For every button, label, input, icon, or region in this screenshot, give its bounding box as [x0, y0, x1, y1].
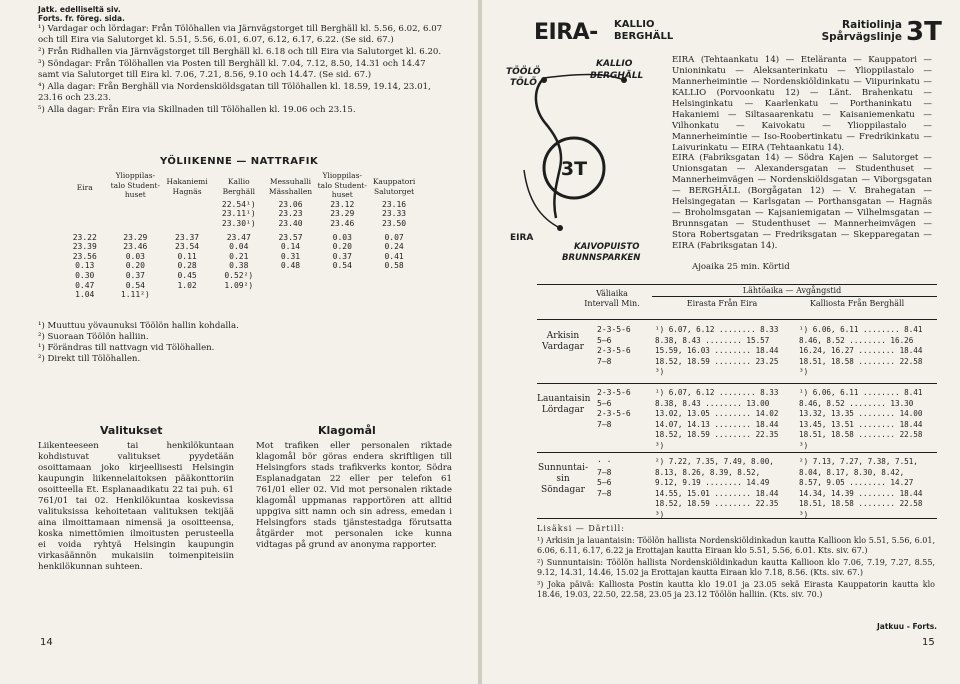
travel-time: Ajoaika 25 min. Körtid [692, 262, 790, 272]
footnote: ⁴) Alla dagar: Från Berghäll via Nordenskiöldsgatan till Tölöhallen kl. 18.59, 19.14, 23.01, 23.16 och 23.23. [38, 82, 431, 103]
departure-line: ³) [655, 509, 665, 519]
table-cell: 0.20 [125, 261, 145, 271]
map-label-kaivopuisto: KAIVOPUISTO [574, 242, 640, 252]
departures-kallio [799, 325, 939, 378]
table-row [60, 290, 420, 300]
line-number: 3T [906, 17, 942, 47]
table-cell: 1.04 [75, 290, 95, 300]
table-cell: 0.58 [384, 261, 404, 271]
table-cell: 23.40 [278, 218, 303, 228]
interval-value: 2-3-5-6 [597, 409, 631, 418]
complaints-text-sv: Mot trafiken eller personalen riktade klagomål bör göras endera skriftligen till Helsingfors stads trafikverks kontor, Södra Esplanadgatan 22 eller per telefon 61 761/01 eller 02. Vid mot personalen riktade klagomål uppmanas rapportören att alltid uppgiva sitt namn och sin adress, emedan i Helsingfors stads tjänstestadga förutsatta åtgärder mot personalen icke kunna vidtagas på grund av anonyma rapporter. [256, 441, 452, 550]
table-cell: 0.03 [125, 251, 145, 261]
table-cell: 23.46 [123, 242, 148, 252]
departure-line: ¹) 6.07, 6.12 ........ 8.33 [655, 388, 779, 397]
table-cell [368, 281, 420, 291]
departures-eira [655, 325, 795, 378]
continuation-note: Jatk. edelliseltä siv. Forts. fr. föreg. sida. [38, 5, 125, 23]
extra-note: ¹) Arkisin ja lauantaisin: Töölön hallista Nordenskiöldinkadun kautta Kallioon klo 5.51, 5.56, 6.01, 6.06, 6.11, 6.17, 6.22 ja Erottajan kautta Eiraan klo 5.51, 5.56, 6.01. Kts. siv. 67.) [537, 536, 935, 555]
table-cell: 23.57 [278, 232, 303, 242]
map-label-eira: EIRA [510, 233, 534, 243]
departure-line: ²) 7.22, 7.35, 7.49, 8.00, [655, 457, 774, 466]
departure-line: 18.51, 18.58 ........ 22.58 [799, 499, 923, 508]
table-cell: 0.41 [384, 251, 404, 261]
table-cell: 23.06 [278, 199, 303, 209]
schedule-divider [537, 383, 937, 384]
interval-value: 2-3-5-6 [597, 325, 631, 334]
extra-note: ³) Joka päivä: Kalliosta Postin kautta klo 19.01 ja 23.05 sekä Eirasta Kauppatorin kautta klo 18.46, 19.03, 22.50, 22.58, 23.05 ja 23.12 Töölön halliin. (Kts. siv. 70.) [537, 580, 935, 599]
schedule-bottom-rule [537, 518, 937, 519]
table-row [60, 229, 420, 243]
departure-line: 18.51, 18.58 ........ 22.58 [799, 430, 923, 439]
departures-eira [655, 457, 795, 520]
night-timetable [60, 171, 420, 300]
schedule-divider [537, 452, 937, 453]
table-cell: 23.37 [175, 232, 200, 242]
route-badge-number: 3T [560, 158, 588, 180]
departure-line: 18.51, 18.58 ........ 22.58 [799, 356, 923, 366]
table-cell: 23.30¹) [221, 218, 256, 228]
departure-line: 8.46, 8.52 ........ 13.30 [799, 398, 914, 408]
schedule-day: Sunnuntai- sin Söndagar [537, 463, 589, 495]
table-row [60, 219, 420, 229]
table-cell: 23.29 [330, 209, 355, 219]
table-cell: 1.02 [177, 280, 197, 290]
map-label-tolo: TÖLÖ [510, 78, 537, 88]
departure-line: ²) 7.13, 7.27, 7.38, 7.51, [799, 457, 918, 466]
footnote: ³) Söndagar: Från Tölöhallen via Posten till Berghäll kl. 7.04, 7.12, 8.50, 14.31 och 14.47 samt via Salutorget till Eira kl. 7.06, 7.21, 8.56, 9.10 och 14.47. (Se sid. 67.) [38, 59, 426, 80]
table-cell [109, 209, 161, 219]
table-cell [161, 219, 213, 229]
table-cell [161, 200, 213, 210]
left-page [0, 0, 478, 684]
table-cell: 23.23 [278, 209, 303, 219]
complaints-title-sv: Klagomål [318, 424, 376, 437]
departure-line: ³) [799, 509, 809, 519]
table-cell [265, 271, 317, 281]
departure-line: 8.04, 8.17, 8.30, 8.42, [799, 467, 905, 477]
departure-line: 8.38, 8.43 ........ 13.00 [655, 398, 770, 408]
table-row [60, 252, 420, 262]
table-cell [60, 209, 109, 219]
table-cell: 0.14 [280, 242, 301, 252]
interval-value: 7—8 [597, 467, 612, 477]
interval-value: 7—8 [597, 419, 612, 429]
table-row [60, 261, 420, 271]
departures-eira [655, 388, 795, 451]
table-cell [316, 281, 368, 291]
departure-line: 18.52, 18.59 ........ 22.35 [655, 499, 779, 508]
table-cell [316, 271, 368, 281]
table-cell: 23.46 [330, 218, 355, 228]
schedule-intervals [597, 457, 653, 499]
route-description-fi: EIRA (Tehtaankatu 14) — Eteläranta — Kauppatori — Unioninkatu — Aleksanterinkatu — Ylioppilastalo — Mannerheimintie — Nordenskiöldinkatu — Viipurinkatu — KALLIO (Porvoonkatu 12) — Länt. Brahenkatu — Helsinginkatu — Kaarlenkatu — Porthaninkatu — Hakaniemi — Siltasaarenkatu — Kaisaniemenkatu — Vilhonkatu — Kaivokatu — Ylioppilastalo — Mannerheimintie — Iso-Roobertinkatu — Fredrikinkatu — Laivurinkatu — EIRA (Tehtaankatu 14). [672, 55, 932, 153]
table-cell [368, 271, 420, 281]
stop-marker [557, 225, 563, 231]
table-cell: 0.24 [384, 242, 404, 252]
departure-line: ¹) 6.06, 6.11 ........ 8.41 [799, 388, 923, 397]
col-header: Ylioppilas- talo Student- huset [110, 171, 161, 200]
departures-kallio [799, 388, 939, 451]
footnote: ²) Från Ridhallen via Järnvägstorget till Berghäll kl. 6.18 och till Eira via Salutorget kl. 6.20. [38, 47, 442, 57]
departure-line: ¹) 6.06, 6.11 ........ 8.41 [799, 325, 923, 334]
table-cell: 23.50 [382, 218, 407, 228]
interval-value: · · [597, 457, 612, 466]
table-cell: 0.28 [177, 261, 197, 271]
schedule-intervals [597, 388, 653, 430]
interval-value: 7—8 [597, 488, 612, 498]
schedule-top-rule [537, 284, 937, 285]
table-row [60, 242, 420, 252]
table-cell [109, 219, 161, 229]
col-header: Eira [76, 183, 93, 192]
right-page [482, 0, 960, 684]
departure-line: 8.46, 8.52 ........ 16.26 [799, 335, 914, 345]
table-row [60, 200, 420, 210]
departure-line: ¹) 6.07, 6.12 ........ 8.33 [655, 325, 779, 334]
continuation-next: Jatkuu - Forts. [877, 622, 938, 631]
interval-value: 5—6 [597, 398, 612, 408]
departure-line: 13.45, 13.51 ........ 18.44 [799, 419, 923, 429]
extra-notes [537, 536, 935, 600]
map-label-berghall: BERGHÄLL [590, 71, 644, 81]
footnote: ¹) Muuttuu yövaunuksi Töölön hallin kohdalla. [38, 321, 239, 331]
schedule-day: Lauantaisin Lördagar [537, 394, 591, 415]
table-cell: 23.16 [382, 199, 407, 209]
table-cell [265, 281, 317, 291]
col-header: Kauppatori Salutorget [372, 177, 416, 196]
departure-line: 18.52, 18.59 ........ 22.35 [655, 430, 779, 439]
table-cell [316, 290, 368, 300]
interval-header: Väliaika Intervall Min. [584, 289, 640, 308]
departure-header-rule [652, 296, 937, 297]
table-cell: 23.22 [72, 232, 97, 242]
table-cell: 23.33 [382, 209, 407, 219]
route-description-sv: EIRA (Fabriksgatan 14) — Södra Kajen — Salutorget — Unionsgatan — Alexandersgatan — Studenthuset — Mannerheimvägen — Nordenskiöldsgatan — Viborgsgatan — BERGHÄLL (Borgågatan 12) — V. Brahegatan — Helsingegatan — Karlsgatan — Porthansgatan — Hagnäs — Broholmsgatan — Kajsaniemigatan — Vilhelmsgatan — Brunnsgatan — Studenthuset — Mannerheimvägen — Stora Robertsgatan — Fredriksgatan — Skepparegatan — EIRA (Fabriksgatan 14). [672, 153, 932, 251]
departure-line: ³) [655, 367, 665, 376]
table-cell: 0.38 [229, 261, 249, 271]
night-traffic-title: YÖLIIKENNE — NATTRAFIK [160, 156, 319, 167]
footnote: ¹) Vardagar och lördagar: Från Tölöhallen via Järnvägstorget till Berghäll kl. 5.56, 6.02, 6.07 och till Eira via Salutorget kl. 5.51, 5.56, 6.01, 6.07, 6.12, 6.17, 6.22. (Se sid. 67.) [38, 24, 443, 45]
table-cell: 0.54 [125, 280, 145, 290]
route-name-eira: EIRA- [534, 20, 598, 45]
table-cell: 0.21 [229, 251, 249, 261]
table-cell [109, 200, 161, 210]
footnotes-top [38, 24, 448, 117]
departure-line: 9.12, 9.19 ........ 14.49 [655, 478, 770, 487]
table-cell: 0.07 [384, 232, 404, 242]
complaints-title-fi: Valitukset [100, 424, 163, 437]
line-type-label: Raitiolinja Spårvägslinje [821, 19, 902, 43]
departure-line: 16.24, 16.27 ........ 18.44 [799, 346, 923, 355]
col-header: Kallio Berghäll [222, 177, 255, 196]
from-eira-header: Eirasta Från Eira [686, 299, 758, 308]
complaints-text-fi: Liikenteeseen tai henkilökuntaan kohdistuvat valitukset pyydetään osoittamaan joko kirjeellisesti Helsingin kaupungin liikennelaitoksen pääkonttoriin osoitteella Et. Esplanaadikatu 22 tai puh. 61 761/01 tai 02. Henkilökuntaa koskevissa valituksissa kehoitetaan valituksen tekijää aina ilmoittamaan nimensä ja osoitteensa, koska nimettömien ilmoitusten perusteella ei voida ryhtyä Helsingin kaupungin virkasäännön mukaisiin toimenpiteisiin henkilökunnan suhteen. [38, 441, 234, 572]
table-cell: 0.54 [332, 261, 352, 271]
departure-line: 13.02, 13.05 ........ 14.02 [655, 409, 779, 418]
footnote: ⁵) Alla dagar: Från Eira via Skillnaden till Tölöhallen kl. 19.06 och 23.15. [38, 105, 356, 115]
footnote: ²) Suoraan Töölön halliin. [38, 332, 149, 342]
table-cell [60, 219, 109, 229]
departures-kallio [799, 457, 939, 520]
departure-line: 14.34, 14.39 ........ 18.44 [799, 488, 923, 498]
schedule-day: Arkisin Vardagar [542, 331, 584, 352]
page-number: 15 [922, 637, 935, 648]
route-line [536, 78, 561, 218]
table-cell: 0.04 [229, 242, 249, 252]
departure-line: 8.57, 9.05 ........ 14.27 [799, 478, 914, 487]
route-map [504, 50, 664, 280]
extra-note: ²) Sunnuntaisin: Töölön hallista Nordenskiöldinkadun kautta Kallioon klo 7.06, 7.19, 7.27, 8.55, 9.12, 14.31, 14.46, 15.02 ja Erottajan kautta Eiraan klo 7.18, 8.56. (Kts. siv. 67.) [537, 558, 935, 577]
table-cell: 23.39 [72, 242, 97, 252]
departure-line: ³) [655, 440, 665, 450]
interval-value: 2-3-5-6 [597, 388, 631, 397]
interval-value: 5—6 [597, 478, 612, 487]
departure-line: 13.32, 13.35 ........ 14.00 [799, 409, 923, 418]
departure-line: 8.13, 8.26, 8.39, 8.52, [655, 467, 761, 477]
table-cell: 0.47 [75, 280, 95, 290]
footnote: ²) Direkt till Tölöhallen. [38, 354, 141, 364]
footnote: ¹) Förändras till nattvagn vid Tölöhallen. [38, 343, 215, 353]
table-cell [213, 290, 265, 300]
table-cell [60, 200, 109, 210]
map-label-kallio: KALLIO [596, 59, 633, 69]
table-cell [265, 290, 317, 300]
table-cell: 23.56 [72, 251, 97, 261]
departure-line: 8.38, 8.43 ........ 15.57 [655, 335, 770, 345]
table-cell: 0.30 [75, 270, 95, 280]
departure-line: ³) [799, 367, 809, 376]
page-number: 14 [40, 637, 53, 648]
table-row [60, 209, 420, 219]
map-label-brunnsparken: BRUNNSPARKEN [562, 253, 641, 263]
extra-title: Lisäksi — Därtill: [537, 524, 625, 533]
table-cell: 23.29 [123, 232, 148, 242]
departure-line: 14.07, 14.13 ........ 18.44 [655, 419, 779, 429]
col-header: Hakaniemi Hagnäs [166, 177, 208, 196]
stop-marker [541, 77, 547, 83]
table-cell: 22.54¹) [221, 199, 256, 209]
interval-value: 2-3-5-6 [597, 346, 631, 355]
table-cell: 23.54 [175, 242, 200, 252]
interval-value: 5—6 [597, 335, 612, 345]
table-cell: 0.31 [280, 251, 301, 261]
from-kallio-header: Kalliosta Från Berghäll [809, 299, 905, 308]
departure-line: 18.52, 18.59 ........ 23.25 [655, 356, 779, 366]
departure-line: 14.55, 15.01 ........ 18.44 [655, 488, 779, 498]
table-row [60, 281, 420, 291]
schedule-header-rule [537, 319, 937, 320]
table-cell: 0.48 [280, 261, 301, 271]
table-cell: 0.13 [75, 261, 95, 271]
table-cell: 23.47 [226, 232, 251, 242]
table-cell: 1.11²) [120, 290, 150, 300]
table-cell [161, 290, 213, 300]
departure-header: Lähtöaika — Avgångstid [742, 286, 842, 295]
col-header: Messuhalli Mässhallen [268, 177, 313, 196]
table-row [60, 271, 420, 281]
table-cell [368, 290, 420, 300]
table-cell: 0.45 [177, 270, 197, 280]
departure-line: ³) [799, 440, 809, 450]
table-cell: 0.52²) [224, 270, 254, 280]
route-name-berghall: BERGHÄLL [614, 31, 674, 42]
table-cell: 0.37 [125, 270, 145, 280]
map-label-toolo: TÖÖLÖ [506, 67, 541, 77]
table-cell: 1.09²) [224, 280, 254, 290]
table-cell: 23.11¹) [221, 209, 256, 219]
schedule-intervals [597, 325, 653, 367]
table-cell: 0.37 [332, 251, 352, 261]
col-header: Ylioppilas- talo Student- huset [317, 171, 367, 200]
table-cell: 0.20 [332, 242, 352, 252]
interval-value: 7—8 [597, 356, 612, 366]
table-cell: 0.11 [177, 251, 197, 261]
table-cell [161, 209, 213, 219]
table-cell: 0.03 [332, 232, 352, 242]
table-cell: 23.12 [330, 199, 355, 209]
route-name-kallio: KALLIO [614, 19, 655, 30]
departure-line: 15.59, 16.03 ........ 18.44 [655, 346, 779, 355]
night-timetable-body [60, 200, 420, 300]
night-footnotes [38, 321, 438, 365]
